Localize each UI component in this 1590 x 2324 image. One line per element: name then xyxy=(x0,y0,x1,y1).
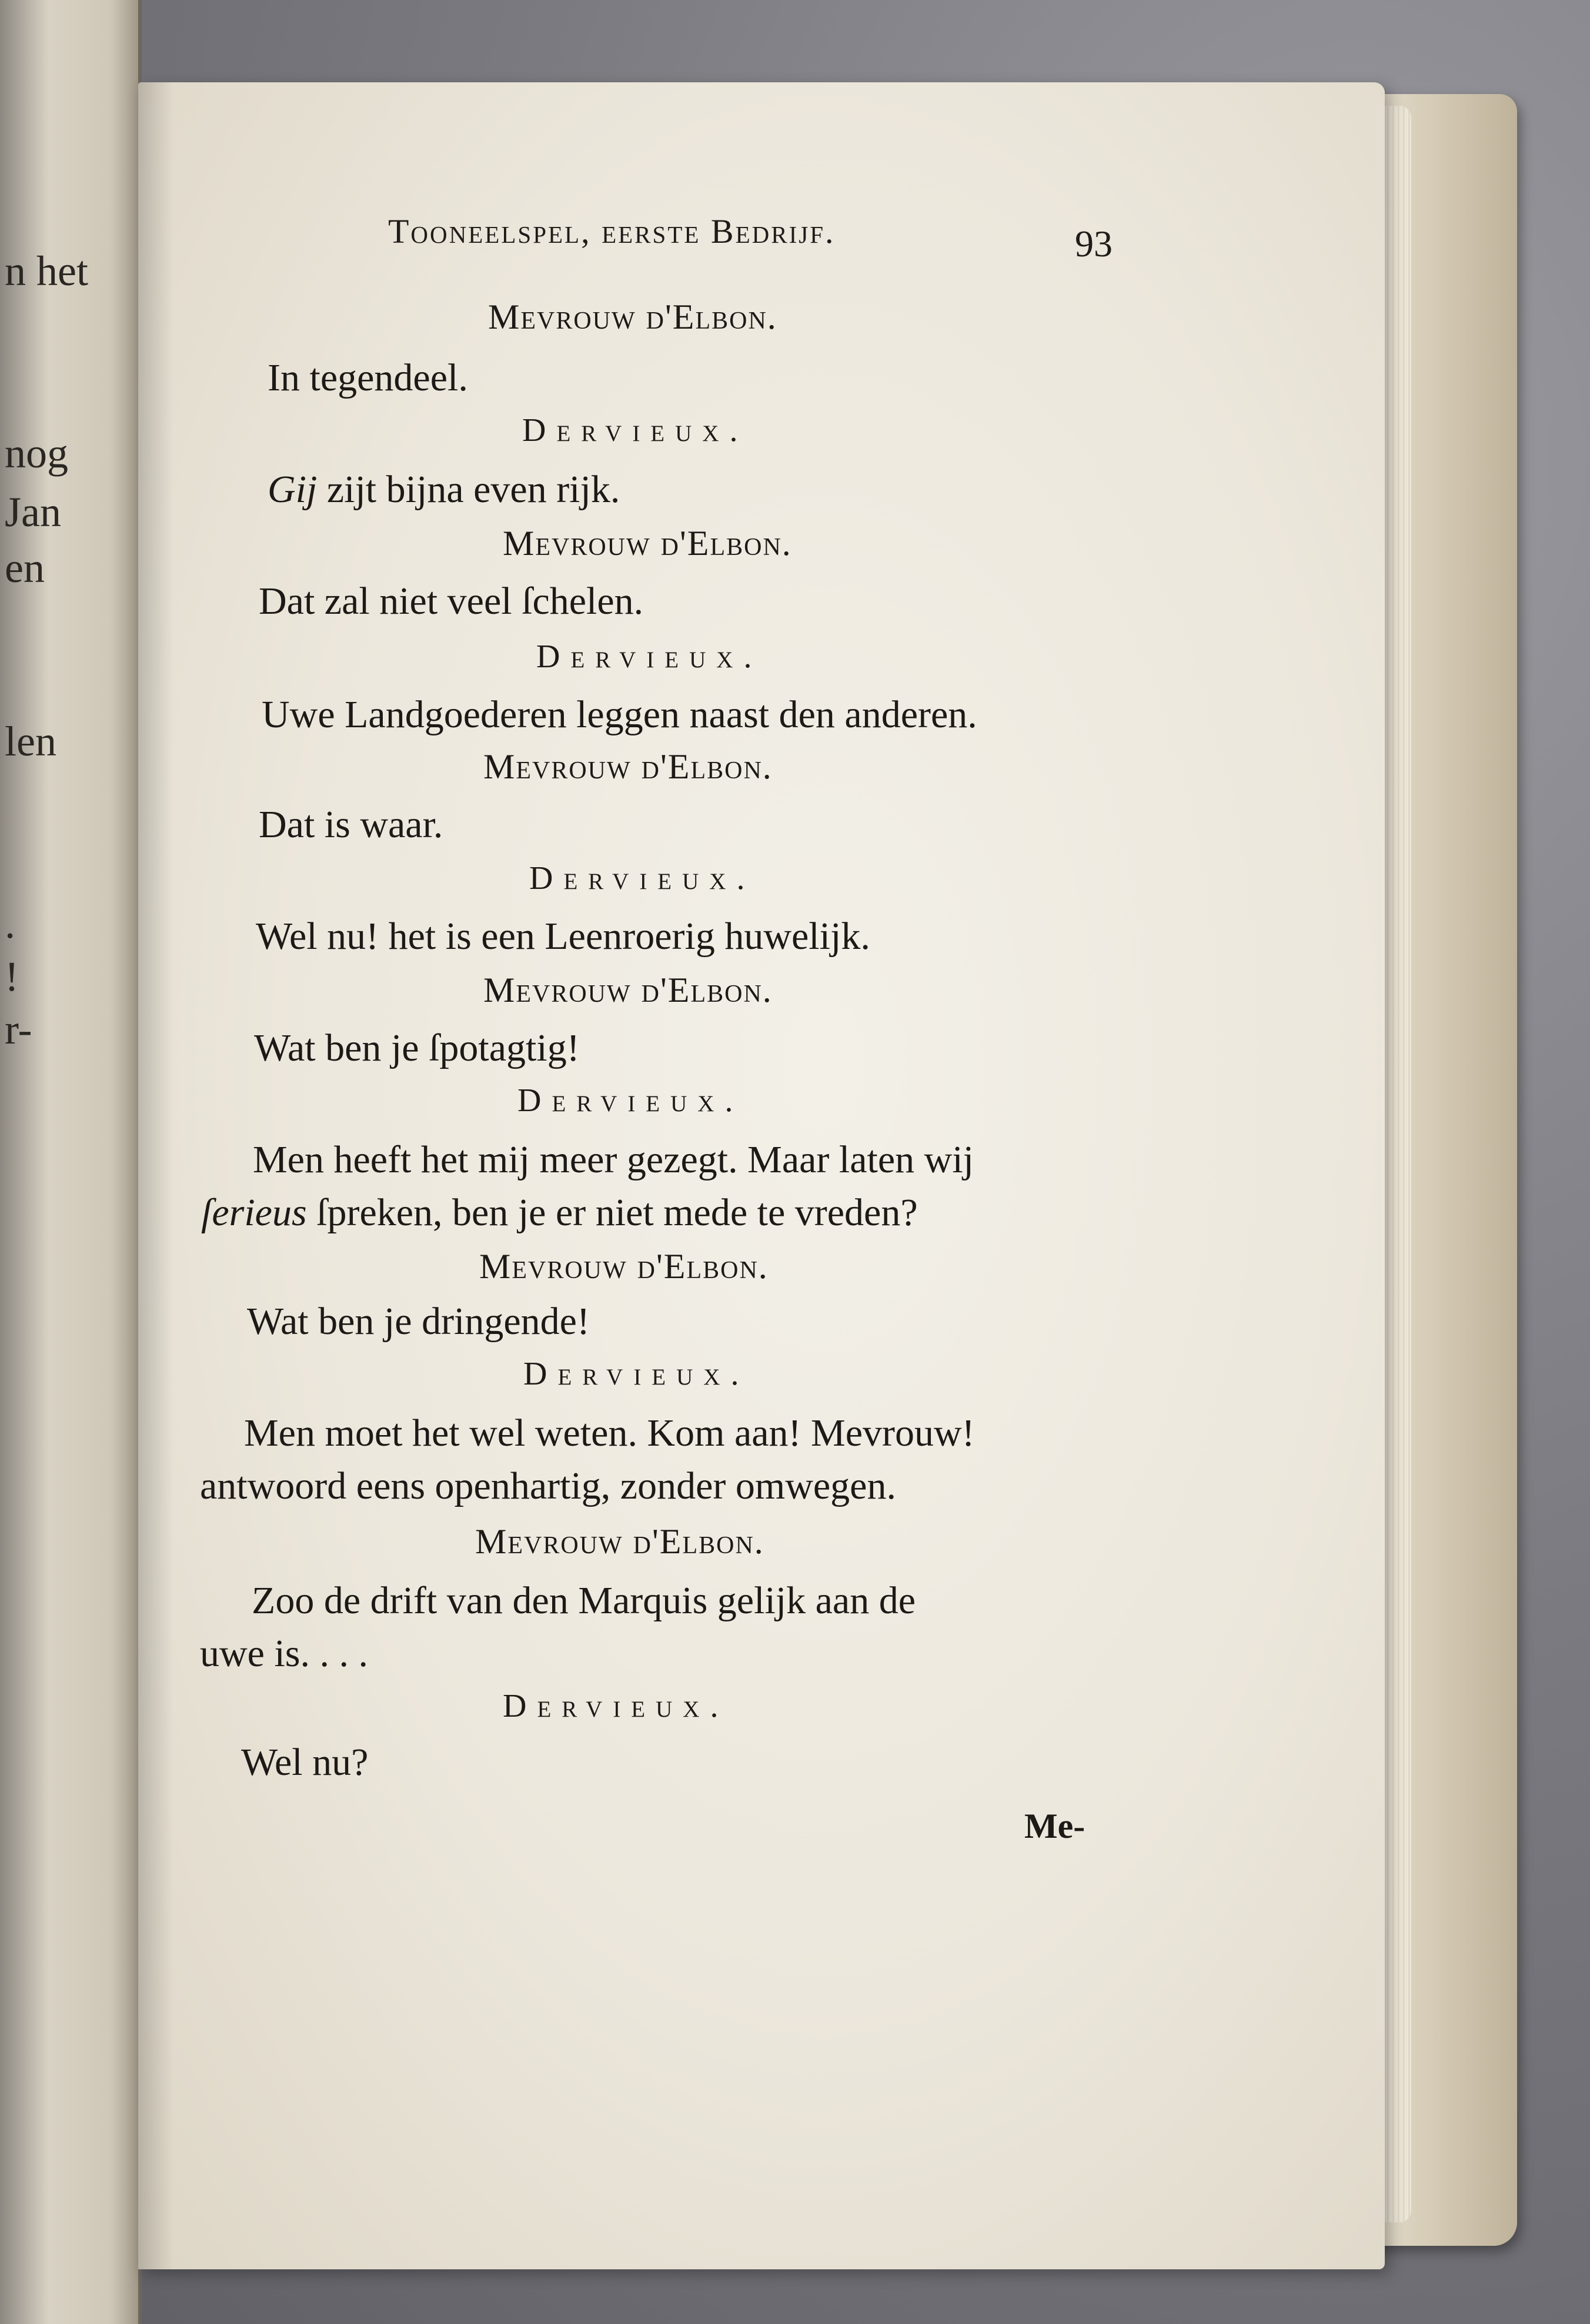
dialogue-line: Wel nu! het is een Leenroerig huwelijk. xyxy=(256,915,870,958)
dialogue-line: Zoo de drift van den Marquis gelijk aan de xyxy=(252,1579,916,1622)
italic-word: ſerieus xyxy=(201,1191,307,1234)
catchword: Me- xyxy=(1024,1807,1085,1845)
page-number: 93 xyxy=(1075,223,1113,265)
dialogue-line xyxy=(268,467,620,512)
left-fragment: nog xyxy=(5,430,68,477)
speaker-name: Mevrouw d'Elbon. xyxy=(483,971,773,1009)
speaker-name: Mevrouw d'Elbon. xyxy=(503,524,792,563)
dialogue-line: Men moet het wel weten. Kom aan! Mevrouw! xyxy=(244,1412,975,1454)
left-fragment: r- xyxy=(5,1006,32,1053)
left-fragment: en xyxy=(5,544,45,591)
left-fragment: Jan xyxy=(5,489,61,536)
binding-shadow xyxy=(138,82,173,2269)
speaker-name: Dervieux. xyxy=(522,412,749,449)
speaker-name: Mevrouw d'Elbon. xyxy=(483,747,773,786)
dialogue-text: zijt bijna even rijk. xyxy=(317,468,620,511)
dialogue-line: Wel nu? xyxy=(241,1741,369,1784)
left-fragment: . xyxy=(5,900,15,947)
running-title: Tooneelspel, eerste Bedrijf. xyxy=(388,212,836,250)
speaker-name: Mevrouw d'Elbon. xyxy=(475,1522,764,1561)
dialogue-line: antwoord eens openhartig, zonder omwegen. xyxy=(200,1464,896,1507)
left-fragment: ! xyxy=(5,953,19,1000)
dialogue-line: In tegendeel. xyxy=(268,356,468,399)
speaker-name: Dervieux. xyxy=(523,1356,750,1392)
dialogue-text: ſpreken, ben je er niet mede te vreden? xyxy=(306,1191,918,1234)
dialogue-line: uwe is. . . . xyxy=(200,1632,368,1675)
speaker-name: Mevrouw d'Elbon. xyxy=(479,1247,769,1286)
dialogue-line: Wat ben je dringende! xyxy=(247,1300,590,1343)
left-page-edge xyxy=(0,0,142,2324)
dialogue-line: Dat is waar. xyxy=(259,803,443,846)
dialogue-line: Men heeft het mij meer gezegt. Maar laten wij xyxy=(253,1138,974,1181)
speaker-name: Dervieux. xyxy=(517,1082,744,1119)
italic-word: Gij xyxy=(268,468,318,511)
dialogue-line: Wat ben je ſpotagtig! xyxy=(254,1026,580,1069)
dialogue-line: Uwe Landgoederen leggen naast den anderen. xyxy=(262,693,977,736)
left-fragment: len xyxy=(5,718,56,765)
speaker-name: Dervieux. xyxy=(536,638,763,675)
left-fragment: n het xyxy=(5,248,88,295)
speaker-name: Dervieux. xyxy=(529,860,756,897)
speaker-name: Mevrouw d'Elbon. xyxy=(488,297,777,336)
speaker-name: Dervieux. xyxy=(503,1688,729,1724)
dialogue-line xyxy=(201,1191,918,1235)
dialogue-line: Dat zal niet veel ſchelen. xyxy=(259,580,644,623)
